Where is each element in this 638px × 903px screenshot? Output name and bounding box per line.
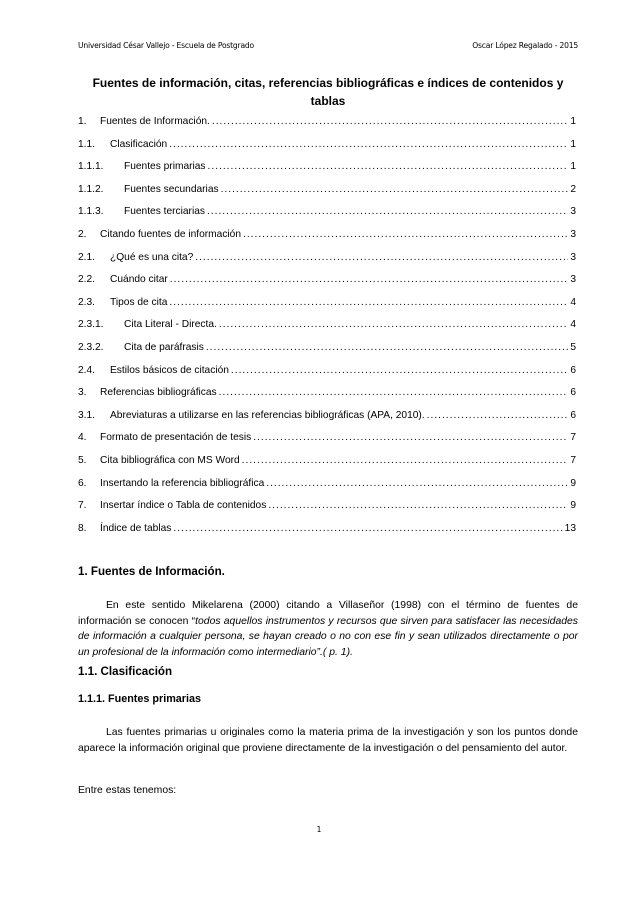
- toc-entry-number: 2.3.1.: [78, 319, 104, 331]
- toc-dot-leader: [427, 410, 569, 421]
- toc-entry-number: 8.: [78, 522, 87, 534]
- toc-entry[interactable]: [78, 478, 576, 501]
- toc-entry-page: 5: [570, 341, 576, 353]
- toc-entry-page: 6: [570, 409, 576, 421]
- toc-dot-leader: [170, 274, 569, 285]
- toc-entry-number: 4.: [78, 432, 87, 444]
- toc-entry-page: 7: [570, 432, 576, 444]
- page-header: [78, 41, 578, 55]
- toc-entry-number: 6.: [78, 477, 87, 489]
- toc-dot-leader: [206, 342, 568, 353]
- toc-entry[interactable]: [78, 139, 576, 162]
- section-heading-1-1-1: 1.1.1. Fuentes primarias: [78, 693, 202, 705]
- paragraph-primary-sources: [78, 725, 578, 756]
- toc-entry[interactable]: [78, 365, 576, 388]
- toc-entry-label: Referencias bibliográficas: [100, 387, 217, 399]
- toc-entry[interactable]: [78, 184, 576, 207]
- toc-dot-leader: [243, 229, 568, 240]
- table-of-contents: [78, 116, 576, 545]
- toc-entry[interactable]: [78, 319, 576, 342]
- toc-entry-page: 1: [570, 161, 576, 173]
- toc-entry-number: 3.: [78, 387, 87, 399]
- toc-entry-label: Insertar índice o Tabla de contenidos: [100, 500, 267, 512]
- toc-dot-leader: [169, 297, 568, 308]
- toc-entry-page: 3: [570, 274, 576, 286]
- toc-entry-number: 5.: [78, 454, 87, 466]
- toc-entry-number: 2.1.: [78, 251, 95, 263]
- toc-entry-label: ¿Qué es una cita?: [110, 251, 194, 263]
- toc-entry-number: 2.: [78, 228, 87, 240]
- toc-entry[interactable]: [78, 252, 576, 275]
- toc-entry-number: 2.3.2.: [78, 341, 104, 353]
- toc-entry[interactable]: [78, 387, 576, 410]
- toc-dot-leader: [268, 500, 568, 511]
- toc-entry-page: 13: [564, 522, 576, 534]
- section-heading-1-1: 1.1. Clasificación: [78, 665, 173, 678]
- toc-entry-page: 2: [570, 183, 576, 195]
- toc-entry-label: Índice de tablas: [100, 522, 172, 534]
- toc-entry-page: 3: [570, 206, 576, 218]
- header-institution: Universidad César Vallejo - Escuela de Postgrado: [78, 41, 254, 50]
- paragraph-intro: [78, 598, 578, 660]
- section-heading-1: 1. Fuentes de Información.: [78, 565, 225, 578]
- toc-dot-leader: [173, 523, 562, 534]
- document-title: Fuentes de información, citas, referencias bibliográficas e índices de contenidos y tablas: [92, 76, 564, 108]
- toc-entry-label: Fuentes secundarias: [124, 183, 219, 195]
- paragraph-quote: todos aquellos instrumentos y recursos que sirven para satisfacer las necesidades de información a cualquier persona, se hayan creado o no con ese fin y sean utilizados directamente o por un profesional de la información como intermediario: [78, 615, 578, 658]
- toc-entry-label: Cita Literal - Directa.: [124, 319, 217, 331]
- toc-entry-page: 3: [570, 251, 576, 263]
- toc-entry-page: 4: [570, 296, 576, 308]
- toc-entry-page: 3: [570, 228, 576, 240]
- toc-entry-label: Cita bibliográfica con MS Word: [100, 454, 240, 466]
- toc-dot-leader: [219, 319, 568, 330]
- toc-entry-label: Insertando la referencia bibliográfica: [100, 477, 265, 489]
- toc-dot-leader: [208, 161, 569, 172]
- toc-entry[interactable]: [78, 229, 576, 252]
- toc-entry-number: 1.: [78, 116, 87, 127]
- toc-entry[interactable]: [78, 455, 576, 478]
- toc-entry[interactable]: [78, 206, 576, 229]
- toc-entry-page: 9: [570, 477, 576, 489]
- toc-entry-page: 6: [570, 387, 576, 399]
- toc-entry-number: 2.2.: [78, 274, 95, 286]
- toc-dot-leader: [169, 139, 568, 150]
- header-author: Oscar López Regalado - 2015: [472, 41, 578, 50]
- toc-dot-leader: [242, 455, 569, 466]
- toc-entry-label: Cuándo citar: [110, 274, 168, 286]
- toc-entry-label: Fuentes primarias: [124, 161, 206, 173]
- toc-entry-page: 9: [570, 500, 576, 512]
- toc-entry[interactable]: [78, 116, 576, 139]
- toc-dot-leader: [253, 432, 568, 443]
- toc-dot-leader: [221, 184, 569, 195]
- toc-entry-label: Estilos básicos de citación: [110, 364, 229, 376]
- page-number: 1: [316, 825, 322, 834]
- toc-dot-leader: [207, 206, 568, 217]
- toc-entry-number: 3.1.: [78, 409, 95, 421]
- toc-entry[interactable]: [78, 410, 576, 433]
- toc-entry-label: Clasificación: [110, 138, 168, 150]
- toc-entry-label: Formato de presentación de tesis: [100, 432, 252, 444]
- toc-entry-label: Fuentes de Información.: [100, 116, 210, 127]
- toc-entry[interactable]: [78, 500, 576, 523]
- toc-entry-label: Tipos de cita: [110, 296, 168, 308]
- toc-entry-page: 6: [570, 364, 576, 376]
- toc-entry[interactable]: [78, 274, 576, 297]
- paragraph-citation: ”.( p. 1).: [316, 646, 353, 658]
- toc-entry-label: Cita de paráfrasis: [124, 341, 204, 353]
- toc-entry-number: 1.1.2.: [78, 183, 104, 195]
- paragraph-intro-text: En este sentido Mikelarena (2000) citando a Villaseñor (1998) con el término de fuentes de información se conocen “: [78, 600, 578, 627]
- toc-entry-page: 1: [570, 116, 576, 127]
- toc-entry[interactable]: [78, 297, 576, 320]
- toc-dot-leader: [266, 478, 568, 489]
- paragraph-list-intro: Entre estas tenemos:: [78, 785, 177, 796]
- toc-entry-page: 4: [570, 319, 576, 331]
- toc-entry-label: Citando fuentes de información: [100, 228, 242, 240]
- toc-dot-leader: [195, 252, 568, 263]
- toc-entry-number: 1.1.1.: [78, 161, 104, 173]
- toc-entry-number: 2.3.: [78, 296, 95, 308]
- toc-entry-number: 2.4.: [78, 364, 95, 376]
- toc-entry[interactable]: [78, 342, 576, 365]
- toc-entry[interactable]: [78, 523, 576, 546]
- toc-entry-label: Abreviaturas a utilizarse en las referencias bibliográficas (APA, 2010).: [110, 409, 425, 421]
- toc-entry[interactable]: [78, 161, 576, 184]
- toc-dot-leader: [212, 116, 568, 127]
- toc-entry-number: 7.: [78, 500, 87, 512]
- toc-entry-label: Fuentes terciarias: [124, 206, 205, 218]
- toc-entry-page: 7: [570, 454, 576, 466]
- toc-entry[interactable]: [78, 432, 576, 455]
- paragraph-primary-sources-text: Las fuentes primarias u originales como la materia prima de la investigación y son los puntos donde aparece la información original que proviene directamente de la investigación o del pensamiento del autor.: [78, 727, 578, 754]
- toc-dot-leader: [219, 387, 569, 398]
- toc-entry-number: 1.1.3.: [78, 206, 104, 218]
- toc-entry-number: 1.1.: [78, 138, 95, 150]
- toc-dot-leader: [231, 365, 568, 376]
- toc-entry-page: 1: [570, 138, 576, 150]
